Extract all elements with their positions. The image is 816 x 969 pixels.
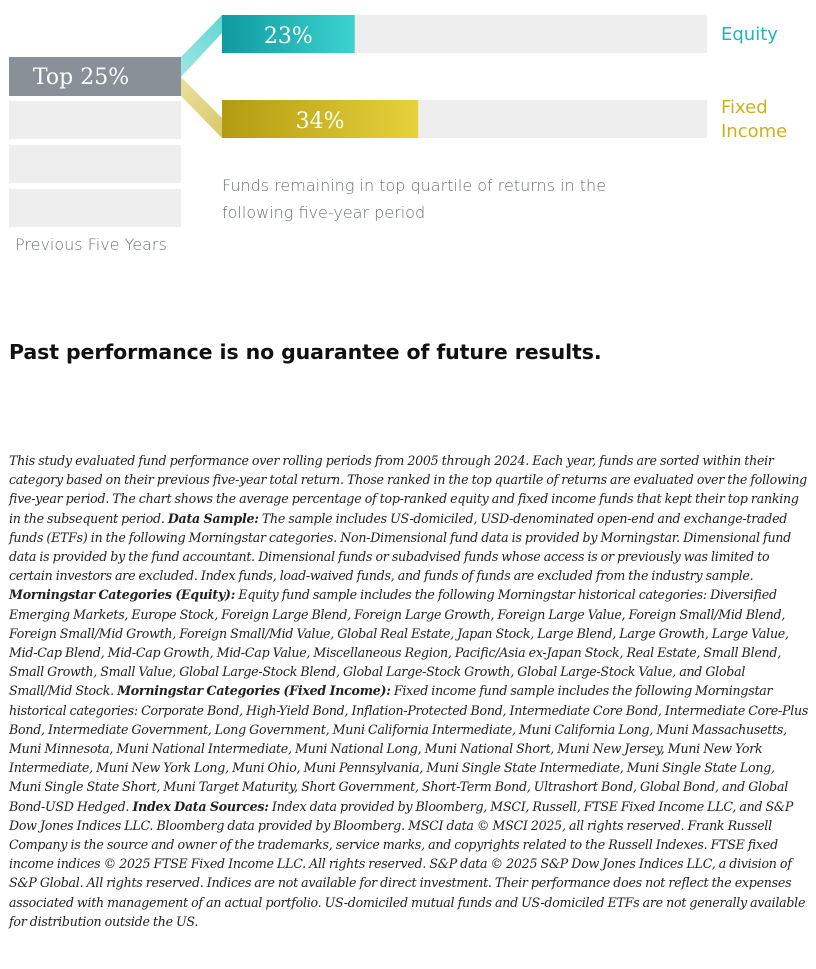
legend-equity: Equity: [721, 24, 778, 45]
index-data-sources-heading: Index Data Sources:: [132, 798, 269, 814]
quartile-box-2: [9, 101, 181, 139]
quartile-box-3: [9, 145, 181, 183]
fixed-income-value-label: 34%: [295, 109, 345, 134]
equity-value-label: 23%: [263, 24, 313, 49]
equity-categories-heading: Morningstar Categories (Equity):: [9, 587, 236, 603]
quartile-box-4: [9, 189, 181, 227]
fixed-income-categories-text: Fixed income fund sample includes the following Morningstar historical categories: Corporate Bond, High-Yield Bond, Inflation-Protected Bond, Intermediate Core Bond, Intermediate Core-Plus Bond, Intermediate Government, Long Government, Muni California Intermediate, Muni California Long, Muni Massachusetts, Muni Minnesota, Muni National Intermediate, Muni National Long, Muni National Short, Muni New Jersey, Muni New York Intermediate, Muni New York Long, Muni Ohio, Muni Pennsylvania, Muni Single State Intermediate, Muni Single State Long, Muni Single State Short, Muni Target Maturity, Short Government, Short-Term Bond, Ultrashort Bond, Global Bond, and Global Bond-USD Hedged.: [9, 683, 809, 814]
data-sample-text: The sample includes US-domiciled, USD-denominated open-end and exchange-traded funds (ETFs) in the following Morningstar categories. Non-Dimensional fund data is provided by Morningstar. Dimensional fund data is provided by the fund accountant. Dimensional funds or subadvised funds whose access is or previously was limited to certain investors are excluded. Index funds, load-waived funds, and funds of funds are excluded from the industry sample.: [9, 510, 791, 584]
chart: [0, 0, 816, 270]
fixed-income-categories-heading: Morningstar Categories (Fixed Income):: [117, 683, 391, 699]
connector-fixed-income: [181, 77, 222, 138]
headline: Past performance is no guarantee of future results.: [9, 340, 602, 364]
chart-canvas: [0, 0, 816, 270]
chart-subtitle: Funds remaining in top quartile of returns in the following five-year period: [222, 176, 607, 222]
connector-equity: [181, 15, 222, 77]
equity-categories-text: Equity fund sample includes the following Morningstar historical categories: Diversified Emerging Markets, Europe Stock, Foreign Large Blend, Foreign Large Growth, Foreign Large Value, Foreign Small/Mid Blend, Foreign Small/Mid Growth, Foreign Small/Mid Value, Global Real Estate, Japan Stock, Large Blend, Large Growth, Large Value, Mid-Cap Blend, Mid-Cap Growth, Mid-Cap Value, Miscellaneous Region, Pacific/Asia ex-Japan Stock, Real Estate, Small Blend, Small Growth, Small Value, Global Large-Stock Blend, Global Large-Stock Growth, Global Large-Stock Value, and Global Small/Mid Stock.: [9, 587, 789, 699]
legend-fixed-income: Fixed Income: [721, 97, 788, 142]
top-quartile-label: Top 25%: [32, 65, 130, 90]
disclosure-text: [9, 451, 809, 931]
previous-period-label: Previous Five Years: [15, 235, 167, 254]
index-data-sources-text: Index data provided by Bloomberg, MSCI, Russell, FTSE Fixed Income LLC, and S&P Dow Jones Indices LLC. Bloomberg data provided by Bloomberg. MSCI data © MSCI 2025, all rights reserved. Frank Russell Company is the source and owner of the trademarks, service marks, and copyrights related to the Russell Indexes. FTSE fixed income indices © 2025 FTSE Fixed Income LLC. All rights reserved. S&P data © 2025 S&P Dow Jones Indices LLC, a division of S&P Global. All rights reserved. Indices are not available for direct investment. Their performance does not reflect the expenses associated with management of an actual portfolio. US-domiciled mutual funds and US-domiciled ETFs are not generally available for distribution outside the US.: [9, 798, 806, 929]
data-sample-heading: Data Sample:: [167, 510, 259, 526]
disclosure-intro: This study evaluated fund performance over rolling periods from 2005 through 2024. Each year, funds are sorted within their category based on their previous five-year total return. Those ranked in the top quartile of returns are evaluated over the following five-year period. The chart shows the average percentage of top-ranked equity and fixed income funds that kept their top ranking in the subsequent period.: [9, 453, 807, 526]
